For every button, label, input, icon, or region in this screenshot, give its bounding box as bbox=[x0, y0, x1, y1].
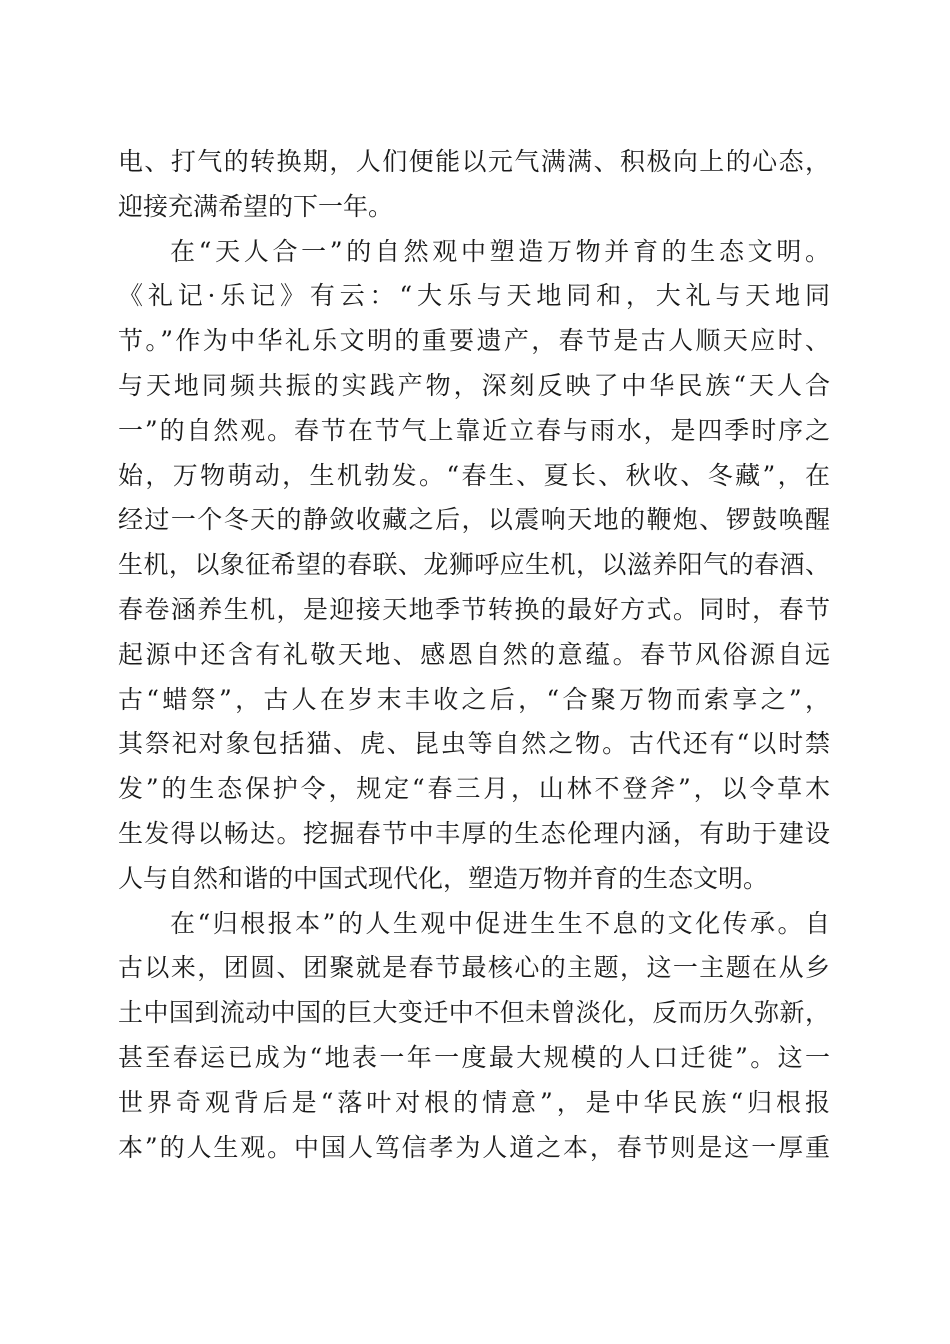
text-line: 春卷涵养生机，是迎接天地季节转换的最好方式。同时，春节 bbox=[118, 594, 830, 624]
text-line: 生发得以畅达。挖掘春节中丰厚的生态伦理内涵，有助于建设 bbox=[118, 818, 830, 848]
paragraph-first-line: 在“天人合一”的自然观中塑造万物并育的生态文明。 bbox=[170, 236, 830, 266]
text-line: 与天地同频共振的实践产物，深刻反映了中华民族“天人合 bbox=[118, 370, 830, 400]
text-line: 其祭祀对象包括猫、虎、昆虫等自然之物。古代还有“以时禁 bbox=[118, 729, 830, 759]
text-line: 始，万物萌动，生机勃发。“春生、夏长、秋收、冬藏”，在 bbox=[118, 460, 830, 490]
paragraph-first-line: 在“归根报本”的人生观中促进生生不息的文化传承。自 bbox=[170, 908, 830, 938]
text-line: 本”的人生观。中国人笃信孝为人道之本，春节则是这一厚重 bbox=[118, 1132, 830, 1162]
text-line: 古“蜡祭”，古人在岁末丰收之后，“合聚万物而索享之”， bbox=[118, 684, 830, 714]
text-line: 人与自然和谐的中国式现代化，塑造万物并育的生态文明。 bbox=[118, 863, 769, 893]
text-line: 《礼记·乐记》有云：“大乐与天地同和，大礼与天地同 bbox=[118, 281, 830, 311]
text-line: 发”的生态保护令，规定“春三月，山林不登斧”，以令草木 bbox=[118, 774, 830, 804]
text-line: 甚至春运已成为“地表一年一度最大规模的人口迁徙”。这一 bbox=[118, 1042, 830, 1072]
text-line: 起源中还含有礼敬天地、感恩自然的意蕴。春节风俗源自远 bbox=[118, 639, 830, 669]
text-line: 世界奇观背后是“落叶对根的情意”，是中华民族“归根报 bbox=[118, 1087, 830, 1117]
text-line: 生机，以象征希望的春联、龙狮呼应生机，以滋养阳气的春酒、 bbox=[118, 550, 830, 580]
text-line: 一”的自然观。春节在节气上靠近立春与雨水，是四季时序之 bbox=[118, 415, 830, 445]
text-line: 电、打气的转换期，人们便能以元气满满、积极向上的心态， bbox=[118, 147, 830, 176]
text-line: 古以来，团圆、团聚就是春节最核心的主题，这一主题在从乡 bbox=[118, 953, 830, 983]
document-body bbox=[118, 140, 830, 1170]
text-line: 经过一个冬天的静敛收藏之后，以震响天地的鞭炮、锣鼓唤醒 bbox=[118, 505, 830, 535]
text-line: 节。”作为中华礼乐文明的重要遗产，春节是古人顺天应时、 bbox=[118, 326, 830, 356]
text-line: 迎接充满希望的下一年。 bbox=[118, 191, 394, 221]
text-line: 土中国到流动中国的巨大变迁中不但未曾淡化，反而历久弥新， bbox=[118, 998, 830, 1028]
